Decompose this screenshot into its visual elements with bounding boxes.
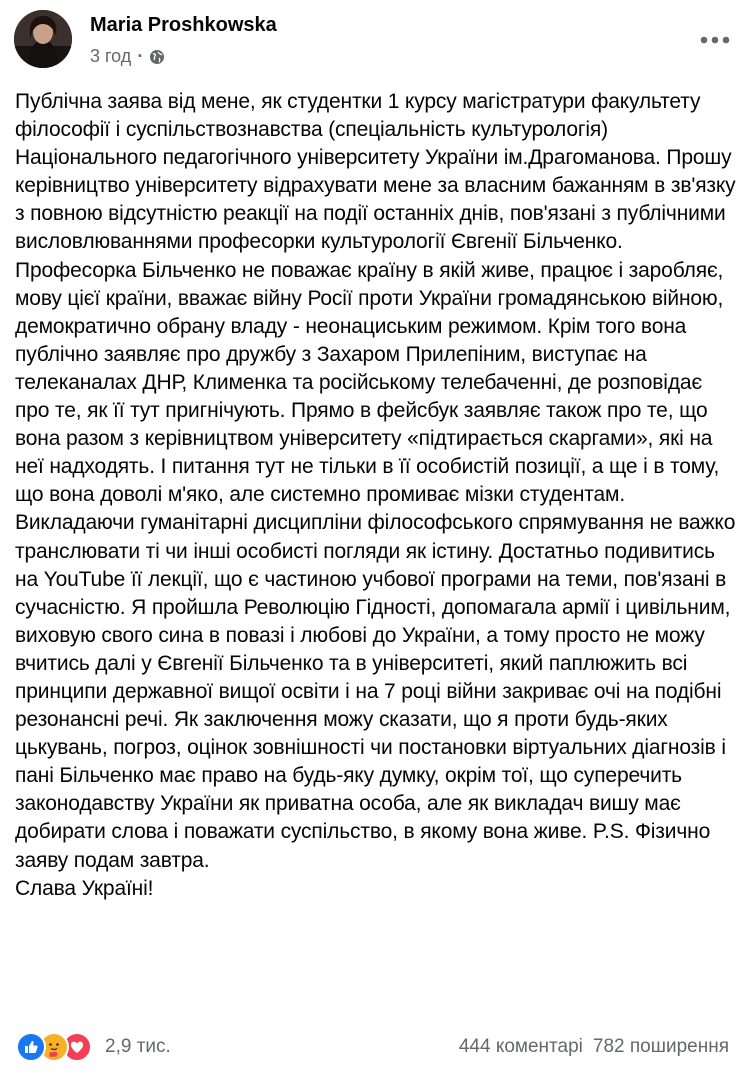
reactions-summary[interactable] xyxy=(16,1032,171,1062)
meta-separator: · xyxy=(137,46,144,66)
reaction-count: 2,9 тис. xyxy=(105,1036,171,1057)
like-icon xyxy=(16,1032,46,1062)
post-footer xyxy=(0,1026,749,1070)
more-options-button[interactable] xyxy=(695,26,735,54)
post-body-text: Публічна заява від мене, як студентки 1 курсу магістратури факультету філософії і суспільствознавства (спеціальність культурологія) Національного педагогічного університету України ім.Драгоманова. Прошу керівництво університету відрахувати мене за власним бажанням в зв'язку з повною відсутністю реакції на події останніх днів, пов'язані з публічними висловлюваннями професорки культурології Євгенії Більченко. Професорка Більченко не поважає країну в якій живе, працює і заробляє, мову цієї країни, вважає війну Росії проти України громадянською війною, демократично обрану владу - неонациським режимом. Крім того вона публічно заявляє про дружбу з Захаром Прилепіним, виступає на телеканалах ДНР, Клименка та російському телебаченні, де розповідає про те, як її тут пригнічують. Прямо в фейсбук заявляє також про те, що вона разом з керівництвом університету «підтирається скаргами», які на неї надходять. І питання тут не тільки в її особистій позиції, а ще і в тому, що вона доволі м'яко, але системно промиває мізки студентам. Викладаючи гуманітарні дисципліни філософського спрямування не важко транслювати ті чи інші особисті погляди як істину. Достатньо подивитись на YouTube її лекції, що є частиною учбової програми на теми, пов'язані в сучасністю. Я пройшла Революцію Гідності, допомагала армії і цивільним, виховую свого сина в повазі і любові до України, а тому просто не можу вчитись далі у Євгенії Більченко та в університеті, який паплюжить всі принципи державної вищої освіти і на 7 році війни закриває очі на подібні резонансні речі. Як заключення можу сказати, що я проти будь-яких цькувань, погроз, оцінок зовнішності чи постановки віртуальних діагнозів і пані Більченко має право на будь-яку думку, окрім тої, що суперечить законодавству України як приватна особа, але як викладач вишу має добирати слова і поважати суспільство, в якому вона живе. P.S. Фізично заяву подам завтра. Слава Україні! xyxy=(15,90,736,900)
globe-icon xyxy=(149,49,165,65)
post-meta xyxy=(90,46,165,67)
post-header xyxy=(0,0,749,80)
post-timestamp[interactable]: 3 год xyxy=(90,46,132,66)
more-horizontal-icon xyxy=(700,31,730,49)
shares-count-link[interactable]: 782 поширення xyxy=(592,1036,729,1057)
engagement-stats xyxy=(459,1036,729,1058)
comments-count-link[interactable]: 444 коментарі xyxy=(458,1036,583,1057)
author-name[interactable]: Maria Proshkowska xyxy=(90,14,277,36)
author-avatar[interactable] xyxy=(14,10,72,68)
